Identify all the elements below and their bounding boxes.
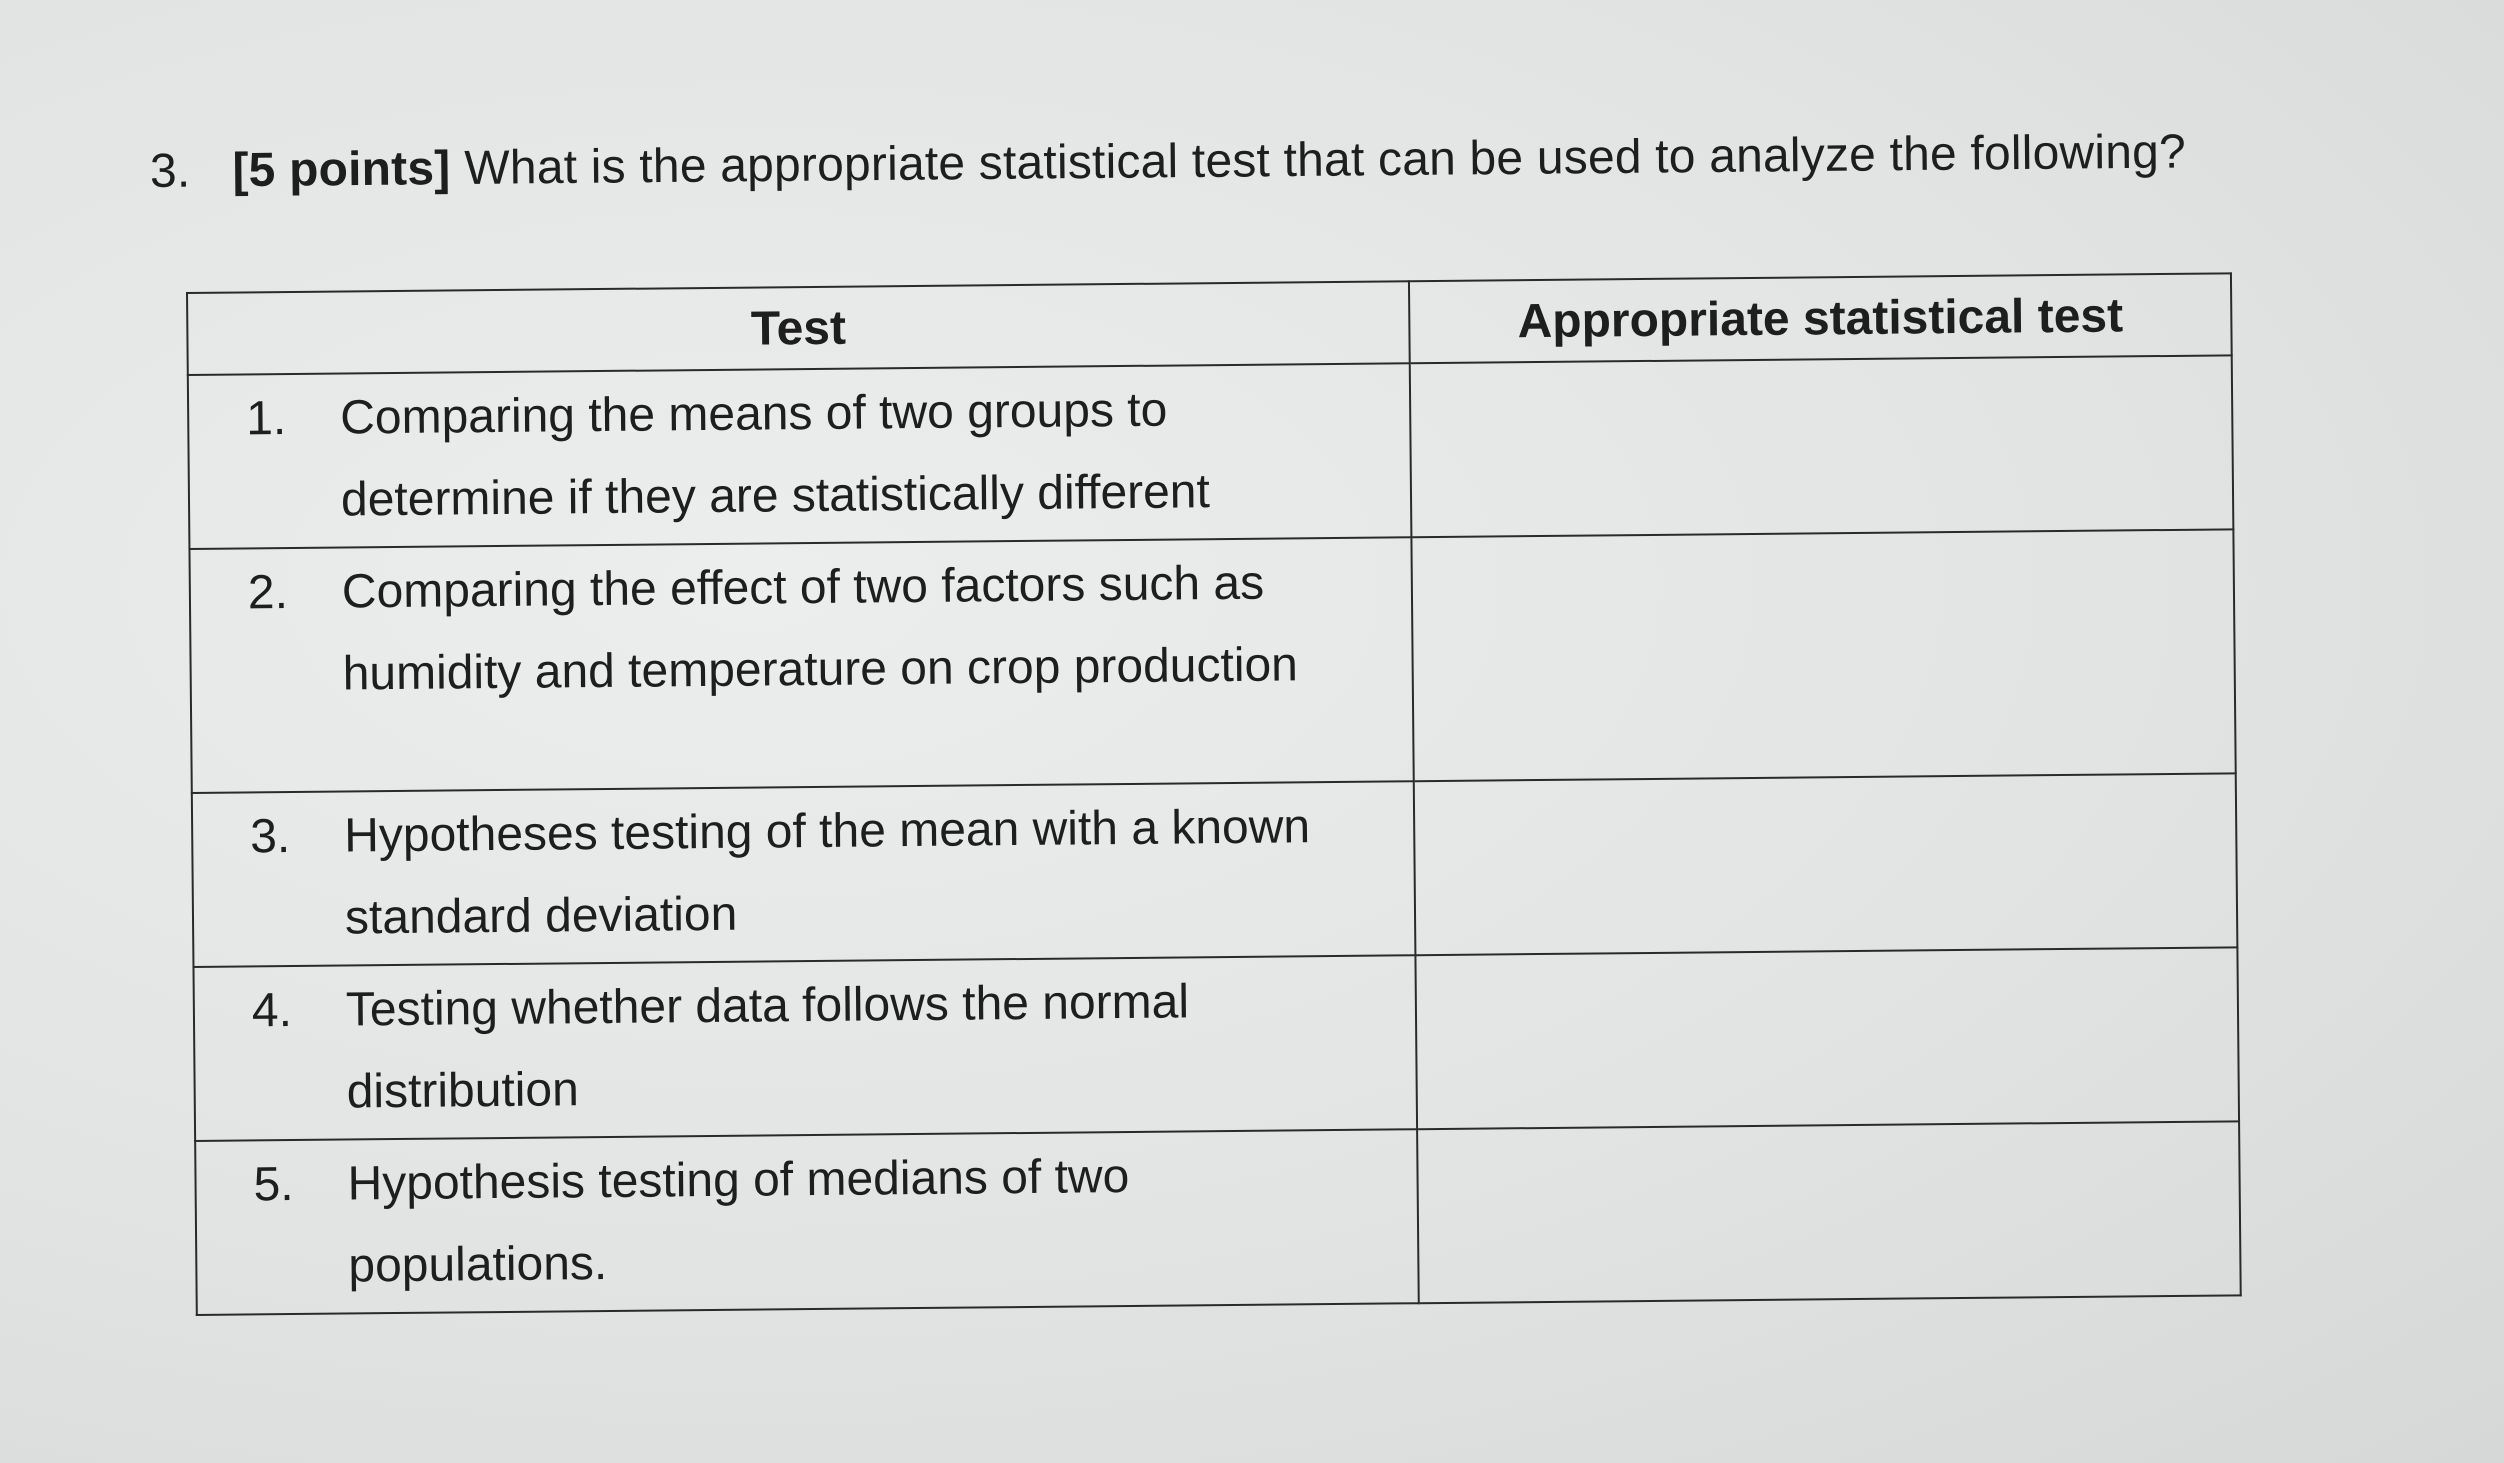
list-item [197,1131,1417,1313]
answer-cell[interactable] [1410,355,2234,537]
item-number: 1. [245,392,287,446]
answer-cell[interactable] [1415,947,2239,1129]
item-number: 4. [251,984,293,1038]
header-test: Test [187,281,1410,375]
item-text: Comparing the means of two groups to determine if they are statistically different [339,383,1211,527]
list-item [194,783,1414,965]
list-item [191,539,1411,721]
answer-cell[interactable] [1411,529,2235,781]
item-text: Hypothesis testing of medians of two populations. [347,1149,1130,1293]
table-row [192,773,2238,967]
question-text: What is the appropriate statistical test that can be used to analyze the following? [464,125,2187,195]
test-description-cell [192,781,1416,967]
header-appropriate-test: Appropriate statistical test [1409,273,2232,363]
list-item [195,957,1415,1139]
item-number: 5. [253,1158,294,1212]
table-row [189,529,2235,793]
test-description-cell [193,955,1417,1141]
question-points: [5 points] [232,142,451,198]
item-text: Testing whether data follows the normal distribution [345,975,1190,1119]
test-description-cell [188,363,1412,549]
question-heading [150,122,2186,202]
answer-cell[interactable] [1414,773,2238,955]
list-item [190,365,1410,547]
answer-cell[interactable] [1417,1121,2241,1303]
item-number: 3. [249,810,291,864]
table-row [193,947,2239,1141]
item-number: 2. [247,566,289,620]
statistical-test-table [186,272,2242,1316]
table-row [195,1121,2241,1315]
table-row [188,355,2234,549]
test-description-cell [195,1129,1419,1315]
question-number: 3. [149,144,191,198]
item-text: Comparing the effect of two factors such as humidity and temperature on crop production [341,556,1299,701]
item-text: Hypotheses testing of the mean with a known standard deviation [343,800,1311,945]
test-description-cell [189,537,1413,793]
